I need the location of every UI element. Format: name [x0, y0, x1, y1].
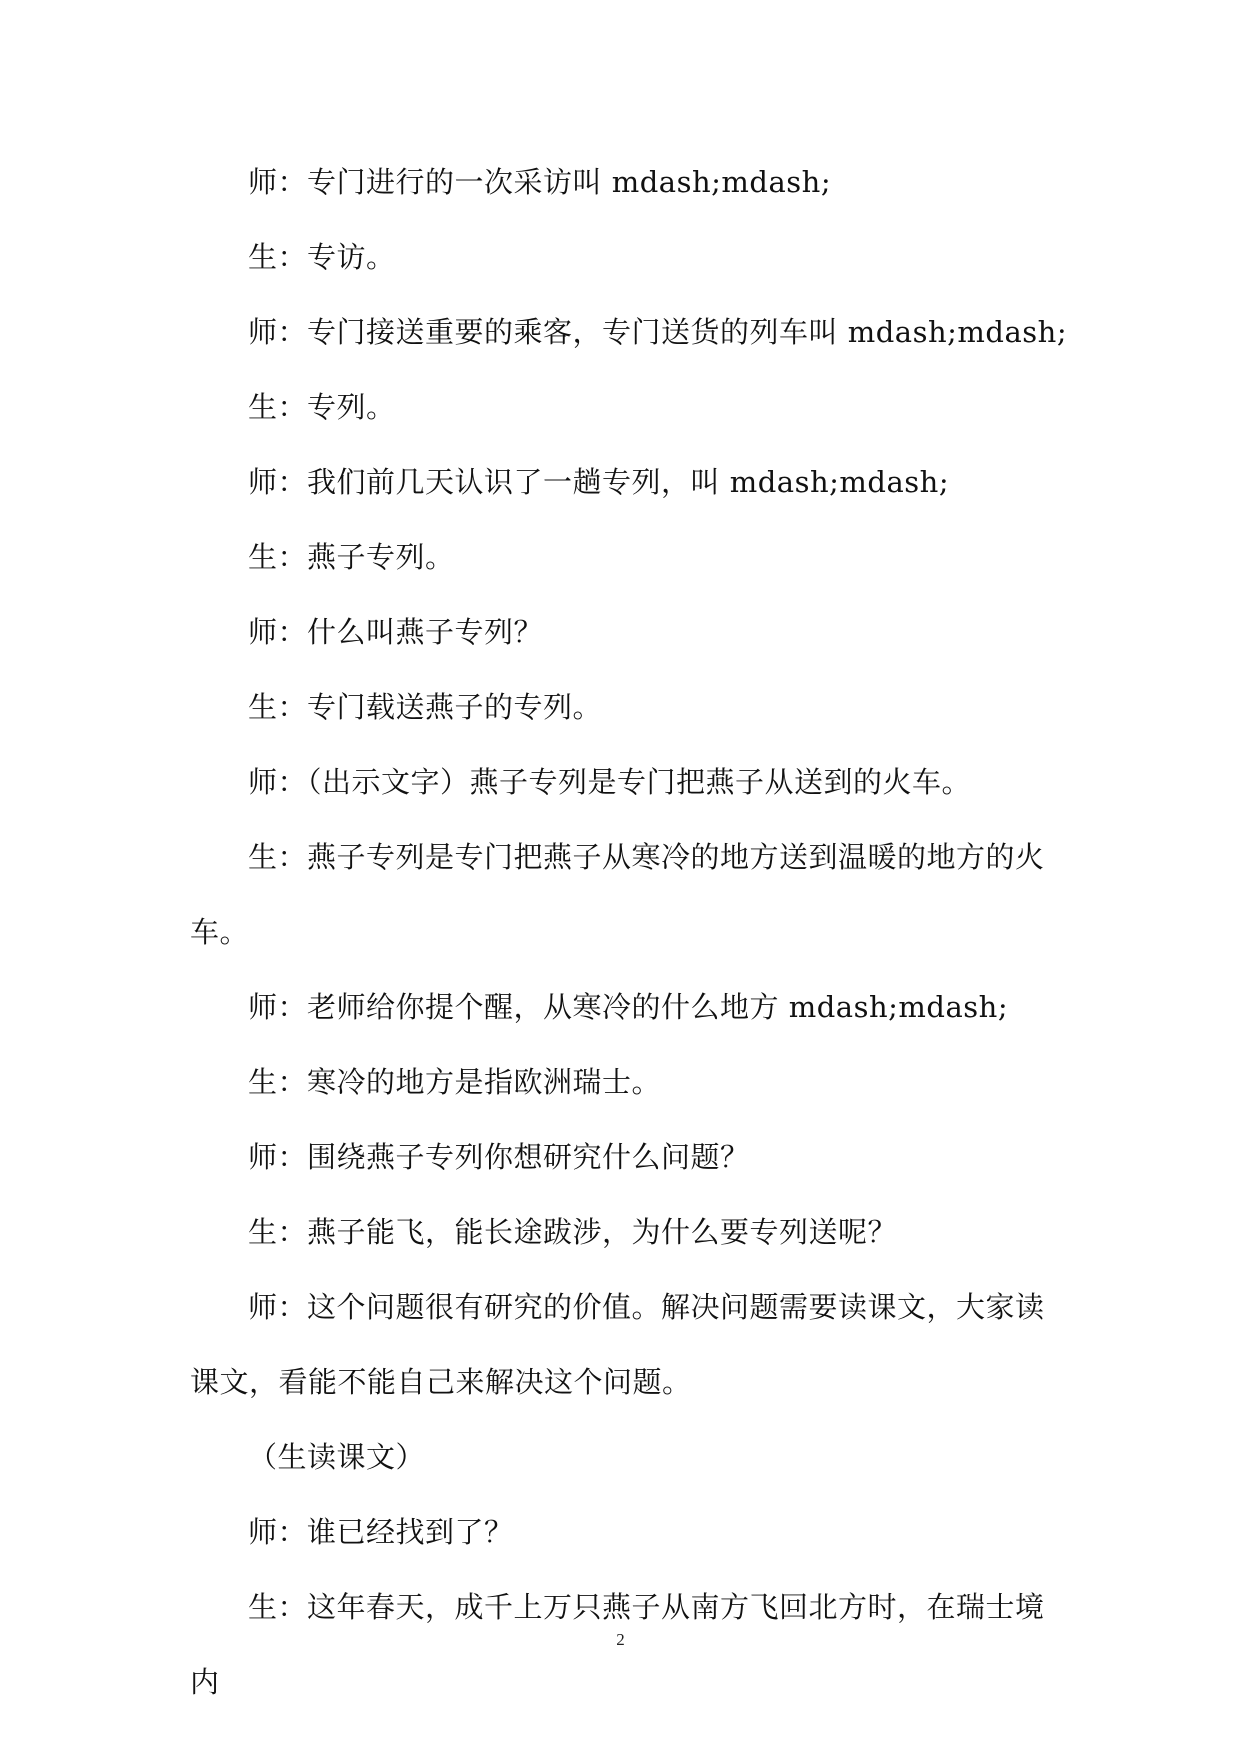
document-body	[190, 145, 1070, 1720]
paragraph-teacher-6: 师：老师给你提个醒，从寒冷的什么地方 mdash;mdash;	[248, 990, 1009, 1024]
paragraph-student-2: 生：专列。	[248, 390, 396, 424]
paragraph-stage-direction: （生读课文）	[248, 1440, 426, 1474]
paragraph-student-4: 生：专门载送燕子的专列。	[248, 690, 603, 724]
paragraph-student-6: 生：寒冷的地方是指欧洲瑞士。	[248, 1065, 662, 1099]
paragraph-student-3: 生：燕子专列。	[248, 540, 455, 574]
page-number: 2	[616, 1630, 625, 1649]
paragraph-teacher-2: 师：专门接送重要的乘客，专门送货的列车叫 mdash;mdash;	[248, 315, 1068, 349]
paragraph-teacher-5: 师：（出示文字）燕子专列是专门把燕子从送到的火车。	[248, 765, 972, 799]
paragraph-teacher-8: 师：这个问题很有研究的价值。解决问题需要读课文，大家读课文，看能不能自己来解决这个问题。	[190, 1290, 1045, 1399]
paragraph-teacher-4: 师：什么叫燕子专列？	[248, 615, 544, 649]
paragraph-teacher-3: 师：我们前几天认识了一趟专列，叫 mdash;mdash;	[248, 465, 950, 499]
paragraph-teacher-7: 师：围绕燕子专列你想研究什么问题？	[248, 1140, 750, 1174]
paragraph-teacher-1: 师：专门进行的一次采访叫 mdash;mdash;	[248, 165, 832, 199]
paragraph-student-8: 生：这年春天，成千上万只燕子从南方飞回北方时，在瑞士境内	[190, 1590, 1045, 1699]
paragraph-student-7: 生：燕子能飞，能长途跋涉，为什么要专列送呢？	[248, 1215, 898, 1249]
paragraph-student-1: 生：专访。	[248, 240, 396, 274]
paragraph-student-5: 生：燕子专列是专门把燕子从寒冷的地方送到温暖的地方的火车。	[190, 840, 1045, 949]
paragraph-teacher-9: 师：谁已经找到了？	[248, 1515, 514, 1549]
